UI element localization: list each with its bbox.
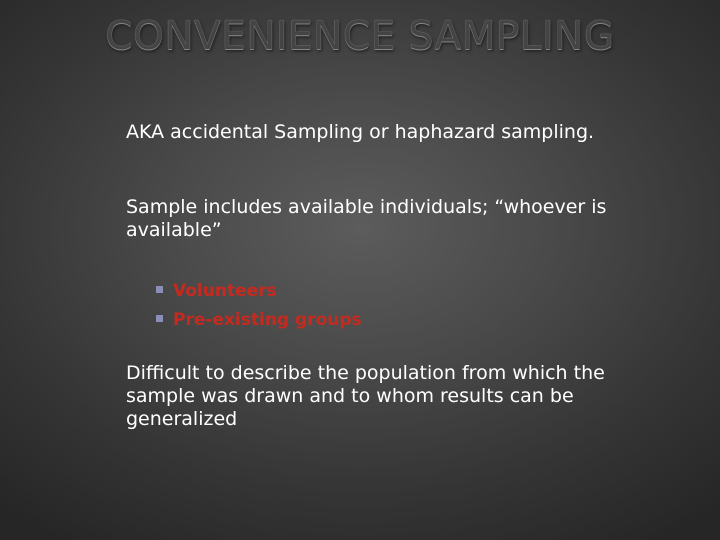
paragraph-sample-includes: Sample includes available individuals; “whoever is available” [126,196,607,241]
slide-title: CONVENIENCE SAMPLING [105,14,615,59]
bullet-item-volunteers [156,277,362,306]
bullet-label: Pre-existing groups [173,310,362,330]
bullet-label: Volunteers [173,281,277,301]
paragraph-aka: AKA accidental Sampling or haphazard sampling. [126,121,595,143]
bullet-item-pre-existing-groups [156,306,362,335]
bullet-list [156,277,362,335]
square-bullet-icon [156,286,163,293]
paragraph-difficult: Difficult to describe the population from which the sample was drawn and to whom results can be generalized [126,362,605,430]
square-bullet-icon [156,315,163,322]
